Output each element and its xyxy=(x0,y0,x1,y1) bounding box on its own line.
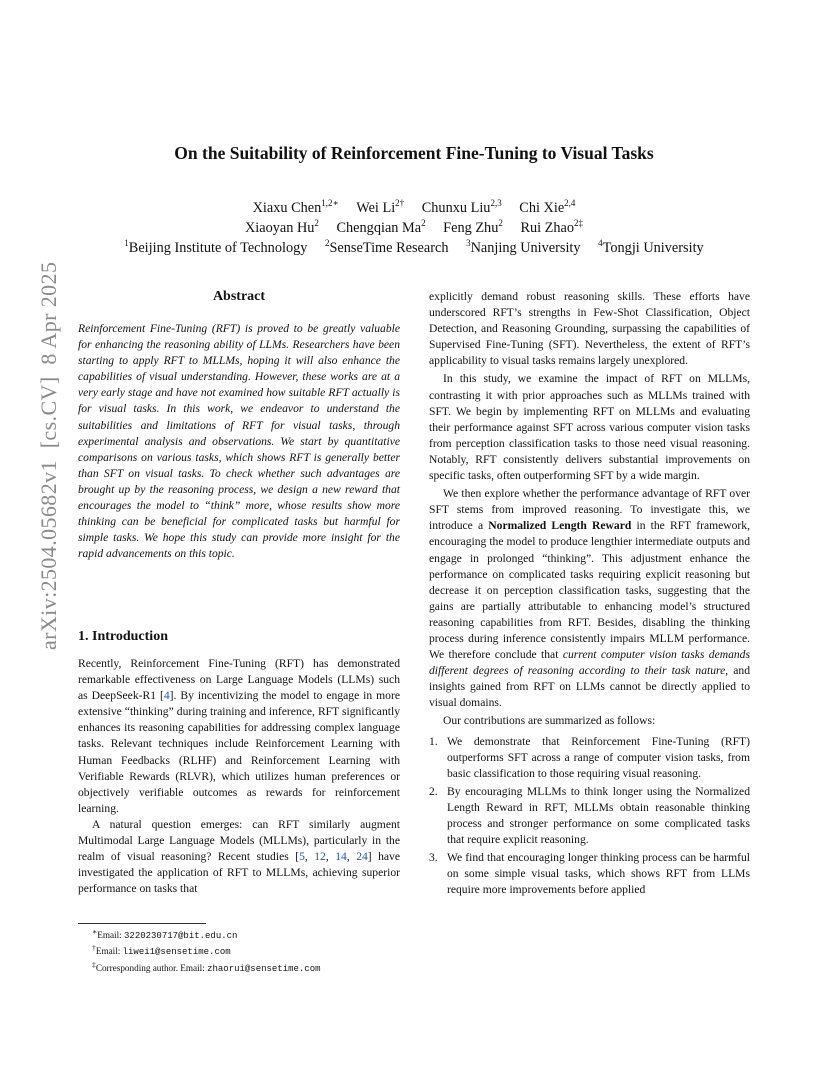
affiliation: $^1$Beijing Institute of Technology xyxy=(124,238,308,256)
affiliation: $^2$SenseTime Research xyxy=(324,238,449,256)
author: Xiaoyan Hu$^2$ xyxy=(244,218,319,236)
footnote: ∗Email: 3220230717@bit.edu.cn xyxy=(92,927,238,942)
author: Rui Zhao$^{2\ddagger}$ xyxy=(520,218,584,236)
author: Chi Xie$^{2,4}$ xyxy=(519,198,576,216)
author: Xiaxu Chen$^{1,2∗}$ xyxy=(252,198,339,216)
affiliations xyxy=(40,233,788,259)
footnote: †Email: liwei1@sensetime.com xyxy=(92,943,231,958)
citation-link[interactable]: 24 xyxy=(356,850,368,864)
paragraph: A natural question emerges: can RFT similarly augment Multimodal Large Language Models (MLLMs), particularly in the realm of visual reasoning? Recent studies [5, 12, 14, 24] have investigated the application of RFT to MLLMs, achieving superior performance on tasks that xyxy=(78,817,401,896)
affiliation: $^4$Tongji University xyxy=(598,238,704,256)
section-heading-introduction: 1. Introduction xyxy=(78,629,168,644)
paragraph: Recently, Reinforcement Fine-Tuning (RFT) has demonstrated remarkable effectiveness on Large Language Models (LLMs) such as DeepSeek-R1 [4]. By incentivizing the model to engage in more extensive “thinking” during training and inference, RFT significantly enhances its reasoning capabilities for addressing complex language tasks. Relevant techniques include Reinforcement Learning with Human Feedbacks (RLHF) and Reinforcement Learning with Verifiable Rewards (RLVR), which utilizes human preferences or objectively verifiable outcomes as rewards for reinforcement learning. xyxy=(78,657,400,815)
abstract-text: Reinforcement Fine-Tuning (RFT) is proved to be greatly valuable for enhancing the reasoning ability of LLMs. Researchers have been starting to apply RFT to MLLMs, hoping it will also enhance the capabilities of visual understanding. However, these works are at a very early stage and have not examined how suitable RFT actually is for visual tasks. In this work, we endeavor to understand the suitabilities and limitations of RFT for visual tasks, through experimental analysis and observations. We start by quantitative comparisons on various tasks, which shows RFT is generally better than SFT on visual tasks. To check whether such advantages are brought up by the reasoning process, we design a new reward that encourages the model to “think” more, whose results show more thinking can be beneficial for complicated tasks but harmful for simple tasks. We hope this study can provide more insight for the rapid advancements on this topic. xyxy=(78,322,400,561)
citation-link[interactable]: 12 xyxy=(314,850,326,864)
author: Wei $Li^{2\dagger}$ xyxy=(356,198,405,216)
affiliation: $^3$Nanjing University xyxy=(466,238,581,256)
citation-link[interactable]: 14 xyxy=(335,850,347,864)
list-item: 2. By encouraging MLLMs to think longer using the Normalized Length Reward in RFT, MLLMs obtain reasonable thinking process and stronger performance on some complicated tasks that require explicit reasoning. xyxy=(429,784,750,847)
arxiv-stamp-text: arXiv:2504.05682v1 [cs.CV] 8 Apr 2025 xyxy=(36,261,61,650)
abstract-body xyxy=(78,321,400,562)
author: Chengqian Ma$^2$ xyxy=(336,218,426,236)
paragraph: explicitly demand robust reasoning skills. These efforts have underscored RFT’s strengths in Few-Shot Classification, Object Detection, and Reasoning Grounding, surpassing the capabilities of Supervised Fine-Tuning (SFT). Nevertheless, the extent of RFT’s applicability to visual tasks remains largely unexplored. xyxy=(429,290,750,368)
paragraph: In this study, we examine the impact of RFT on MLLMs, contrasting it with prior approaches such as MLLMs trained with SFT. We begin by implementing RFT on MLLMs and evaluating their performance against SFT across various computer vision tasks from perception classification tasks to those need visual reasoning. Notably, RFT consistently delivers substantial improvements on specific tasks, often outperforming SFT by a wide margin. xyxy=(429,372,750,483)
footnote: ‡Corresponding author. Email: zhaorui@sensetime.com xyxy=(92,959,321,974)
list-item: 1. We demonstrate that Reinforcement Fine-Tuning (RFT) outperforms SFT across a range of computer vision tasks, from basic classification to those requiring visual reasoning. xyxy=(429,734,750,780)
introduction-right-column xyxy=(429,289,750,898)
paragraph: Our contributions are summarized as follows: xyxy=(443,714,656,728)
abstract-heading: Abstract xyxy=(212,289,266,304)
contributions-list xyxy=(429,734,750,899)
paper-title: On the Suitability of Reinforcement Fine-Tuning to Visual Tasks xyxy=(174,143,654,163)
introduction-left-column xyxy=(78,656,400,897)
footnotes xyxy=(78,926,400,975)
paragraph: We then explore whether the performance advantage of RFT over SFT stems from improved reasoning. To investigate this, we introduce a Normalized Length Reward in the RFT framework, encouraging the model to produce lengthier intermediate outputs and engage in prolonged “thinking”. This adjustment enhance the performance on complicated tasks requiring explicit reasoning but decrease it on perception classification tasks, suggesting that the gains are partially attributable to enhancing model’s structured reasoning capabilities from RFT. Besides, disabling the thinking process during inference consistently impairs MLLM performance. We therefore conclude that current computer vision tasks demands different degrees of reasoning according to their task nature, and insights gained from RFT on LLMs cannot be directly applied to visual domains. xyxy=(429,487,750,710)
list-item: 3. We find that encouraging longer thinking process can be harmful on some simple visual tasks, which shows RFT from LLMs require more improvements before applied xyxy=(429,851,750,897)
footnote-rule xyxy=(78,923,206,924)
author: Chunxu Liu$^{2,3}$ xyxy=(421,198,502,216)
citation-link[interactable]: 5 xyxy=(299,850,305,864)
citation-link[interactable]: 4 xyxy=(163,689,170,703)
author: Feng Zhu$^2$ xyxy=(443,218,503,236)
